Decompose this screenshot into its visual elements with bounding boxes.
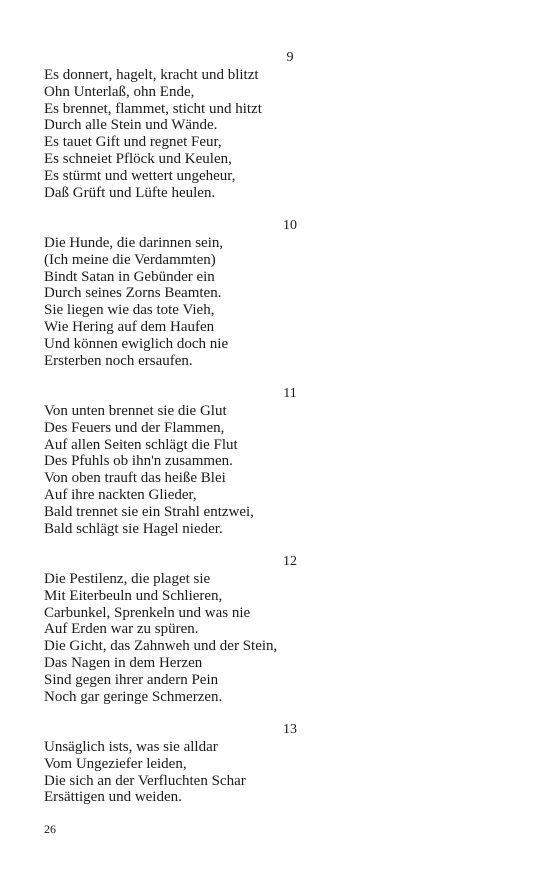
verse-line: Durch seines Zorns Beamten. — [44, 285, 222, 302]
verse-line: Ersterben noch ersaufen. — [44, 352, 193, 369]
verse-line: Durch alle Stein und Wände. — [44, 117, 218, 134]
stanza-number: 11 — [283, 386, 297, 401]
verse-line: Sie liegen wie das tote Vieh, — [44, 302, 215, 319]
verse-line: Bald trennet sie ein Strahl entzwei, — [44, 503, 254, 520]
verse-line: Wie Hering auf dem Haufen — [44, 318, 215, 335]
verse-line: Es schneiet Pflöck und Keulen, — [44, 150, 232, 167]
stanza-number: 12 — [283, 554, 297, 569]
verse-line: Sind gegen ihrer andern Pein — [44, 671, 219, 688]
verse-line: Mit Eiterbeuln und Schlieren, — [44, 587, 223, 604]
verse-line: (Ich meine die Verdammten) — [44, 251, 216, 268]
verse-line: Es tauet Gift und regnet Feur, — [44, 134, 222, 151]
stanza-number: 10 — [283, 218, 297, 233]
verse-line: Es donnert, hagelt, kracht und blitzt — [44, 67, 259, 83]
verse-line: Des Feuers und der Flammen, — [44, 419, 225, 436]
stanza-number: 13 — [283, 722, 297, 737]
verse-line: Das Nagen in dem Herzen — [44, 654, 203, 671]
verse-line: Carbunkel, Sprenkeln und was nie — [44, 604, 251, 621]
verse-line: Die Gicht, das Zahnweh und der Stein, — [44, 638, 278, 655]
verse-line: Von oben trauft das heiße Blei — [44, 470, 226, 487]
verse-line: Des Pfuhls ob ihn'n zusammen. — [44, 453, 233, 470]
stanza-number: 9 — [286, 50, 294, 65]
verse-line: Vom Ungeziefer leiden, — [44, 755, 187, 772]
verse-line: Es stürmt und wettert ungeheur, — [44, 167, 236, 184]
verse-line: Ohn Unterlaß, ohn Ende, — [44, 83, 195, 100]
verse-line: Bindt Satan in Gebünder ein — [44, 268, 215, 285]
stanza-lines — [44, 739, 324, 806]
verse-line: Daß Grüft und Lüfte heulen. — [44, 184, 216, 201]
stanza-lines — [44, 67, 324, 201]
verse-line: Es brennet, flammet, sticht und hitzt — [44, 100, 262, 117]
stanza-lines — [44, 571, 324, 705]
verse-line: Ersättigen und weiden. — [44, 789, 182, 806]
verse-line: Die Pestilenz, die plaget sie — [44, 571, 211, 587]
verse-line: Von unten brennet sie die Glut — [44, 403, 227, 419]
verse-line: Und können ewiglich doch nie — [44, 335, 229, 352]
verse-line: Noch gar geringe Schmerzen. — [44, 688, 223, 705]
page-number: 26 — [44, 822, 56, 836]
stanza-lines — [44, 235, 324, 369]
stanza-lines — [44, 403, 324, 537]
verse-line: Die Hunde, die darinnen sein, — [44, 235, 224, 251]
verse-line: Auf ihre nackten Glieder, — [44, 486, 197, 503]
verse-line: Unsäglich ists, was sie alldar — [44, 739, 218, 755]
verse-line: Die sich an der Verfluchten Schar — [44, 772, 246, 789]
verse-line: Auf allen Seiten schlägt die Flut — [44, 436, 238, 453]
verse-line: Bald schlägt sie Hagel nieder. — [44, 520, 223, 537]
verse-line: Auf Erden war zu spüren. — [44, 621, 199, 638]
